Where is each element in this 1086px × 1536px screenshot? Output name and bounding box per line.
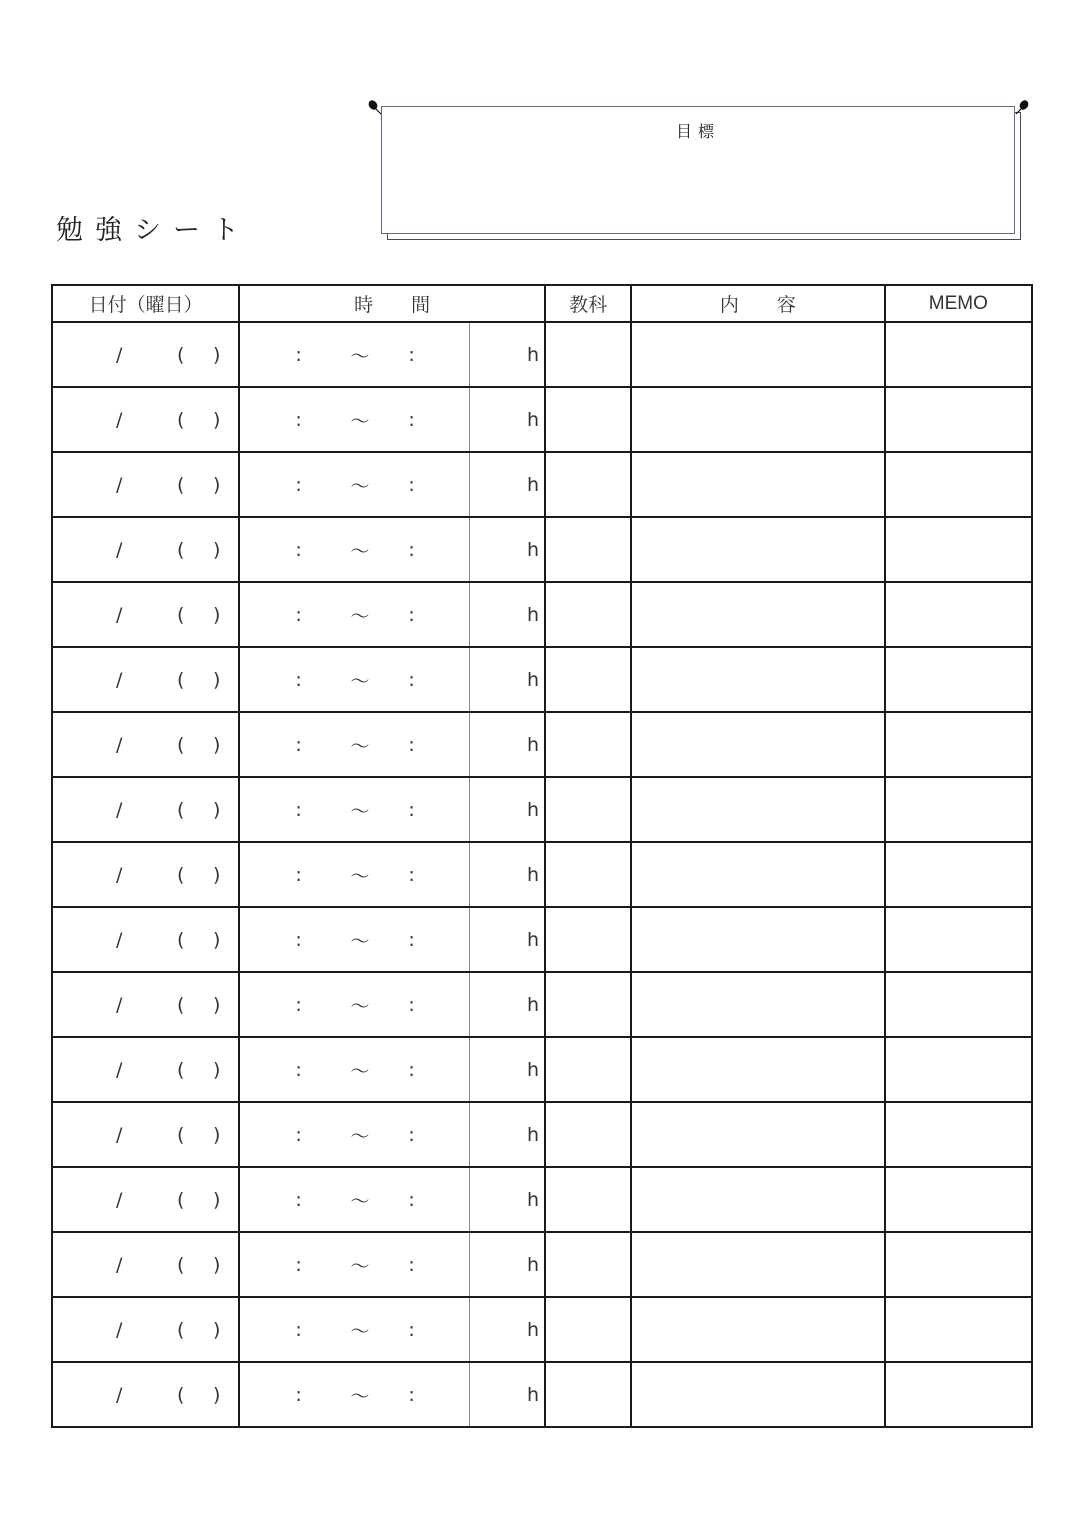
start-time-colon: : — [295, 668, 302, 691]
hours-cell[interactable] — [470, 777, 545, 842]
date-slash: / — [116, 928, 123, 951]
start-time-colon: : — [295, 863, 302, 886]
date-slash: / — [116, 1318, 123, 1341]
hours-cell[interactable] — [470, 322, 545, 387]
table-row — [52, 972, 1032, 1037]
weekday-open-paren: ( — [177, 668, 185, 691]
start-time-colon: : — [295, 603, 302, 626]
weekday-close-paren: ) — [213, 733, 221, 756]
memo-cell[interactable] — [885, 452, 1032, 517]
weekday-close-paren: ) — [213, 668, 221, 691]
weekday-close-paren: ) — [213, 993, 221, 1016]
content-cell[interactable] — [631, 517, 885, 582]
hours-cell[interactable] — [470, 517, 545, 582]
end-time-colon: : — [408, 538, 415, 561]
date-slash: / — [116, 343, 123, 366]
subject-cell[interactable] — [545, 517, 631, 582]
hour-unit: h — [526, 863, 539, 886]
weekday-open-paren: ( — [177, 408, 185, 431]
memo-cell[interactable] — [885, 1362, 1032, 1427]
time-range-cell[interactable] — [239, 777, 469, 842]
weekday-close-paren: ) — [213, 603, 221, 626]
time-range-tilde: ～ — [350, 410, 370, 432]
hour-unit: h — [526, 1123, 539, 1146]
time-range-cell[interactable] — [239, 1297, 469, 1362]
content-cell[interactable] — [631, 712, 885, 777]
weekday-close-paren: ) — [213, 1188, 221, 1211]
date-cell[interactable] — [52, 582, 239, 647]
memo-cell[interactable] — [885, 517, 1032, 582]
hours-cell[interactable] — [470, 1037, 545, 1102]
date-slash: / — [116, 993, 123, 1016]
end-time-colon: : — [408, 343, 415, 366]
time-range-tilde: ～ — [350, 735, 370, 757]
table-header-row — [52, 285, 1032, 322]
subject-cell[interactable] — [545, 1362, 631, 1427]
hours-cell[interactable] — [470, 1362, 545, 1427]
subject-cell[interactable] — [545, 322, 631, 387]
end-time-colon: : — [408, 603, 415, 626]
hour-unit: h — [526, 668, 539, 691]
time-range-tilde: ～ — [350, 475, 370, 497]
end-time-colon: : — [408, 473, 415, 496]
end-time-colon: : — [408, 1253, 415, 1276]
weekday-open-paren: ( — [177, 993, 185, 1016]
weekday-open-paren: ( — [177, 343, 185, 366]
hour-unit: h — [526, 1188, 539, 1211]
content-cell[interactable] — [631, 907, 885, 972]
date-cell[interactable] — [52, 842, 239, 907]
date-slash: / — [116, 1188, 123, 1211]
memo-header: MEMO — [885, 285, 1032, 322]
hours-cell[interactable] — [470, 712, 545, 777]
hour-unit: h — [526, 993, 539, 1016]
content-cell[interactable] — [631, 1297, 885, 1362]
weekday-close-paren: ) — [213, 863, 221, 886]
date-slash: / — [116, 408, 123, 431]
end-time-colon: : — [408, 993, 415, 1016]
weekday-close-paren: ) — [213, 1058, 221, 1081]
weekday-close-paren: ) — [213, 1123, 221, 1146]
goal-box[interactable] — [381, 106, 1015, 234]
content-cell[interactable] — [631, 1037, 885, 1102]
hour-unit: h — [526, 1058, 539, 1081]
table-row — [52, 1232, 1032, 1297]
memo-cell[interactable] — [885, 322, 1032, 387]
hours-cell[interactable] — [470, 387, 545, 452]
subject-cell[interactable] — [545, 1297, 631, 1362]
time-range-tilde: ～ — [350, 670, 370, 692]
time-range-cell[interactable] — [239, 647, 469, 712]
weekday-open-paren: ( — [177, 798, 185, 821]
end-time-colon: : — [408, 798, 415, 821]
memo-cell[interactable] — [885, 777, 1032, 842]
date-header: 日付（曜日） — [52, 285, 239, 322]
weekday-open-paren: ( — [177, 603, 185, 626]
content-cell[interactable] — [631, 1362, 885, 1427]
date-cell[interactable] — [52, 647, 239, 712]
time-range-tilde: ～ — [350, 865, 370, 887]
hours-cell[interactable] — [470, 907, 545, 972]
hour-unit: h — [526, 1253, 539, 1276]
hour-unit: h — [526, 928, 539, 951]
time-range-tilde: ～ — [350, 540, 370, 562]
date-slash: / — [116, 538, 123, 561]
hours-cell[interactable] — [470, 582, 545, 647]
weekday-open-paren: ( — [177, 733, 185, 756]
table-row — [52, 517, 1032, 582]
end-time-colon: : — [408, 668, 415, 691]
time-range-cell[interactable] — [239, 582, 469, 647]
weekday-close-paren: ) — [213, 408, 221, 431]
start-time-colon: : — [295, 1253, 302, 1276]
subject-cell[interactable] — [545, 582, 631, 647]
start-time-colon: : — [295, 1188, 302, 1211]
table-row — [52, 1102, 1032, 1167]
memo-cell[interactable] — [885, 1102, 1032, 1167]
time-range-cell[interactable] — [239, 322, 469, 387]
table-row — [52, 907, 1032, 972]
subject-cell[interactable] — [545, 907, 631, 972]
table-row — [52, 1362, 1032, 1427]
content-cell[interactable] — [631, 452, 885, 517]
memo-cell[interactable] — [885, 1232, 1032, 1297]
start-time-colon: : — [295, 993, 302, 1016]
weekday-open-paren: ( — [177, 1318, 185, 1341]
subject-cell[interactable] — [545, 647, 631, 712]
time-range-tilde: ～ — [350, 1190, 370, 1212]
content-cell[interactable] — [631, 647, 885, 712]
date-slash: / — [116, 1253, 123, 1276]
weekday-close-paren: ) — [213, 798, 221, 821]
weekday-open-paren: ( — [177, 1123, 185, 1146]
goal-label: 目標 — [675, 122, 720, 141]
time-range-tilde: ～ — [350, 1385, 370, 1407]
time-range-cell[interactable] — [239, 842, 469, 907]
memo-cell[interactable] — [885, 842, 1032, 907]
weekday-close-paren: ) — [213, 928, 221, 951]
end-time-colon: : — [408, 408, 415, 431]
date-slash: / — [116, 668, 123, 691]
date-slash: / — [116, 1058, 123, 1081]
page-title: 勉強シート — [56, 215, 251, 246]
start-time-colon: : — [295, 928, 302, 951]
time-range-cell[interactable] — [239, 452, 469, 517]
end-time-colon: : — [408, 1188, 415, 1211]
weekday-open-paren: ( — [177, 1383, 185, 1406]
weekday-close-paren: ) — [213, 1318, 221, 1341]
subject-cell[interactable] — [545, 387, 631, 452]
hour-unit: h — [526, 1318, 539, 1341]
time-range-tilde: ～ — [350, 800, 370, 822]
hour-unit: h — [526, 538, 539, 561]
date-cell[interactable] — [52, 1362, 239, 1427]
start-time-colon: : — [295, 798, 302, 821]
time-range-tilde: ～ — [350, 995, 370, 1017]
subject-cell[interactable] — [545, 842, 631, 907]
memo-cell[interactable] — [885, 972, 1032, 1037]
time-header: 時 間 — [239, 285, 545, 322]
time-range-cell[interactable] — [239, 1167, 469, 1232]
date-cell[interactable] — [52, 1297, 239, 1362]
table-row — [52, 842, 1032, 907]
end-time-colon: : — [408, 1318, 415, 1341]
content-header: 内 容 — [631, 285, 885, 322]
study-log-table — [51, 284, 1033, 1428]
date-cell[interactable] — [52, 452, 239, 517]
date-cell[interactable] — [52, 1037, 239, 1102]
date-slash: / — [116, 733, 123, 756]
memo-cell[interactable] — [885, 712, 1032, 777]
hours-cell[interactable] — [470, 1232, 545, 1297]
table-row — [52, 1037, 1032, 1102]
time-range-tilde: ～ — [350, 605, 370, 627]
time-range-cell[interactable] — [239, 517, 469, 582]
content-cell[interactable] — [631, 777, 885, 842]
start-time-colon: : — [295, 1123, 302, 1146]
weekday-close-paren: ) — [213, 473, 221, 496]
date-cell[interactable] — [52, 972, 239, 1037]
time-range-tilde: ～ — [350, 345, 370, 367]
date-cell[interactable] — [52, 322, 239, 387]
table-row — [52, 1167, 1032, 1232]
end-time-colon: : — [408, 1058, 415, 1081]
end-time-colon: : — [408, 733, 415, 756]
time-range-cell[interactable] — [239, 1362, 469, 1427]
content-cell[interactable] — [631, 972, 885, 1037]
time-range-cell[interactable] — [239, 907, 469, 972]
pushpin-icon — [367, 99, 383, 115]
hour-unit: h — [526, 473, 539, 496]
hour-unit: h — [526, 603, 539, 626]
weekday-open-paren: ( — [177, 863, 185, 886]
content-cell[interactable] — [631, 1102, 885, 1167]
hour-unit: h — [526, 343, 539, 366]
weekday-open-paren: ( — [177, 1253, 185, 1276]
date-cell[interactable] — [52, 907, 239, 972]
date-slash: / — [116, 1123, 123, 1146]
subject-cell[interactable] — [545, 1102, 631, 1167]
date-cell[interactable] — [52, 712, 239, 777]
time-range-tilde: ～ — [350, 1125, 370, 1147]
date-cell[interactable] — [52, 517, 239, 582]
subject-cell[interactable] — [545, 1232, 631, 1297]
start-time-colon: : — [295, 1383, 302, 1406]
end-time-colon: : — [408, 928, 415, 951]
date-cell[interactable] — [52, 777, 239, 842]
date-cell[interactable] — [52, 1167, 239, 1232]
time-range-cell[interactable] — [239, 1037, 469, 1102]
table-row — [52, 387, 1032, 452]
date-slash: / — [116, 603, 123, 626]
table-row — [52, 582, 1032, 647]
content-cell[interactable] — [631, 322, 885, 387]
end-time-colon: : — [408, 1123, 415, 1146]
time-range-tilde: ～ — [350, 1255, 370, 1277]
start-time-colon: : — [295, 1318, 302, 1341]
subject-cell[interactable] — [545, 1167, 631, 1232]
table-row — [52, 1297, 1032, 1362]
date-slash: / — [116, 798, 123, 821]
date-slash: / — [116, 863, 123, 886]
time-range-tilde: ～ — [350, 1060, 370, 1082]
hours-cell[interactable] — [470, 842, 545, 907]
hours-cell[interactable] — [470, 972, 545, 1037]
time-range-cell[interactable] — [239, 712, 469, 777]
subject-cell[interactable] — [545, 452, 631, 517]
weekday-open-paren: ( — [177, 538, 185, 561]
weekday-close-paren: ) — [213, 1383, 221, 1406]
time-range-tilde: ～ — [350, 930, 370, 952]
weekday-open-paren: ( — [177, 1188, 185, 1211]
memo-cell[interactable] — [885, 387, 1032, 452]
time-range-cell[interactable] — [239, 387, 469, 452]
hour-unit: h — [526, 798, 539, 821]
subject-cell[interactable] — [545, 972, 631, 1037]
subject-header: 教科 — [545, 285, 631, 322]
table-row — [52, 712, 1032, 777]
hour-unit: h — [526, 733, 539, 756]
pushpin-icon — [1014, 99, 1030, 115]
content-cell[interactable] — [631, 1232, 885, 1297]
table-row — [52, 322, 1032, 387]
subject-cell[interactable] — [545, 777, 631, 842]
date-slash: / — [116, 1383, 123, 1406]
content-cell[interactable] — [631, 1167, 885, 1232]
hour-unit: h — [526, 1383, 539, 1406]
memo-cell[interactable] — [885, 1037, 1032, 1102]
subject-cell[interactable] — [545, 1037, 631, 1102]
weekday-open-paren: ( — [177, 1058, 185, 1081]
date-cell[interactable] — [52, 1232, 239, 1297]
hours-cell[interactable] — [470, 452, 545, 517]
hours-cell[interactable] — [470, 1167, 545, 1232]
memo-cell[interactable] — [885, 1297, 1032, 1362]
time-range-cell[interactable] — [239, 1232, 469, 1297]
start-time-colon: : — [295, 408, 302, 431]
hours-cell[interactable] — [470, 1297, 545, 1362]
content-cell[interactable] — [631, 387, 885, 452]
date-slash: / — [116, 473, 123, 496]
memo-cell[interactable] — [885, 1167, 1032, 1232]
date-cell[interactable] — [52, 387, 239, 452]
time-range-tilde: ～ — [350, 1320, 370, 1342]
content-cell[interactable] — [631, 842, 885, 907]
time-range-cell[interactable] — [239, 972, 469, 1037]
content-cell[interactable] — [631, 582, 885, 647]
table-row — [52, 647, 1032, 712]
hour-unit: h — [526, 408, 539, 431]
memo-cell[interactable] — [885, 907, 1032, 972]
start-time-colon: : — [295, 343, 302, 366]
weekday-open-paren: ( — [177, 928, 185, 951]
table-row — [52, 777, 1032, 842]
weekday-close-paren: ) — [213, 1253, 221, 1276]
end-time-colon: : — [408, 1383, 415, 1406]
memo-cell[interactable] — [885, 647, 1032, 712]
memo-cell[interactable] — [885, 582, 1032, 647]
start-time-colon: : — [295, 733, 302, 756]
start-time-colon: : — [295, 1058, 302, 1081]
date-cell[interactable] — [52, 1102, 239, 1167]
start-time-colon: : — [295, 538, 302, 561]
subject-cell[interactable] — [545, 712, 631, 777]
weekday-close-paren: ) — [213, 343, 221, 366]
time-range-cell[interactable] — [239, 1102, 469, 1167]
hours-cell[interactable] — [470, 647, 545, 712]
end-time-colon: : — [408, 863, 415, 886]
hours-cell[interactable] — [470, 1102, 545, 1167]
start-time-colon: : — [295, 473, 302, 496]
weekday-open-paren: ( — [177, 473, 185, 496]
weekday-close-paren: ) — [213, 538, 221, 561]
table-row — [52, 452, 1032, 517]
